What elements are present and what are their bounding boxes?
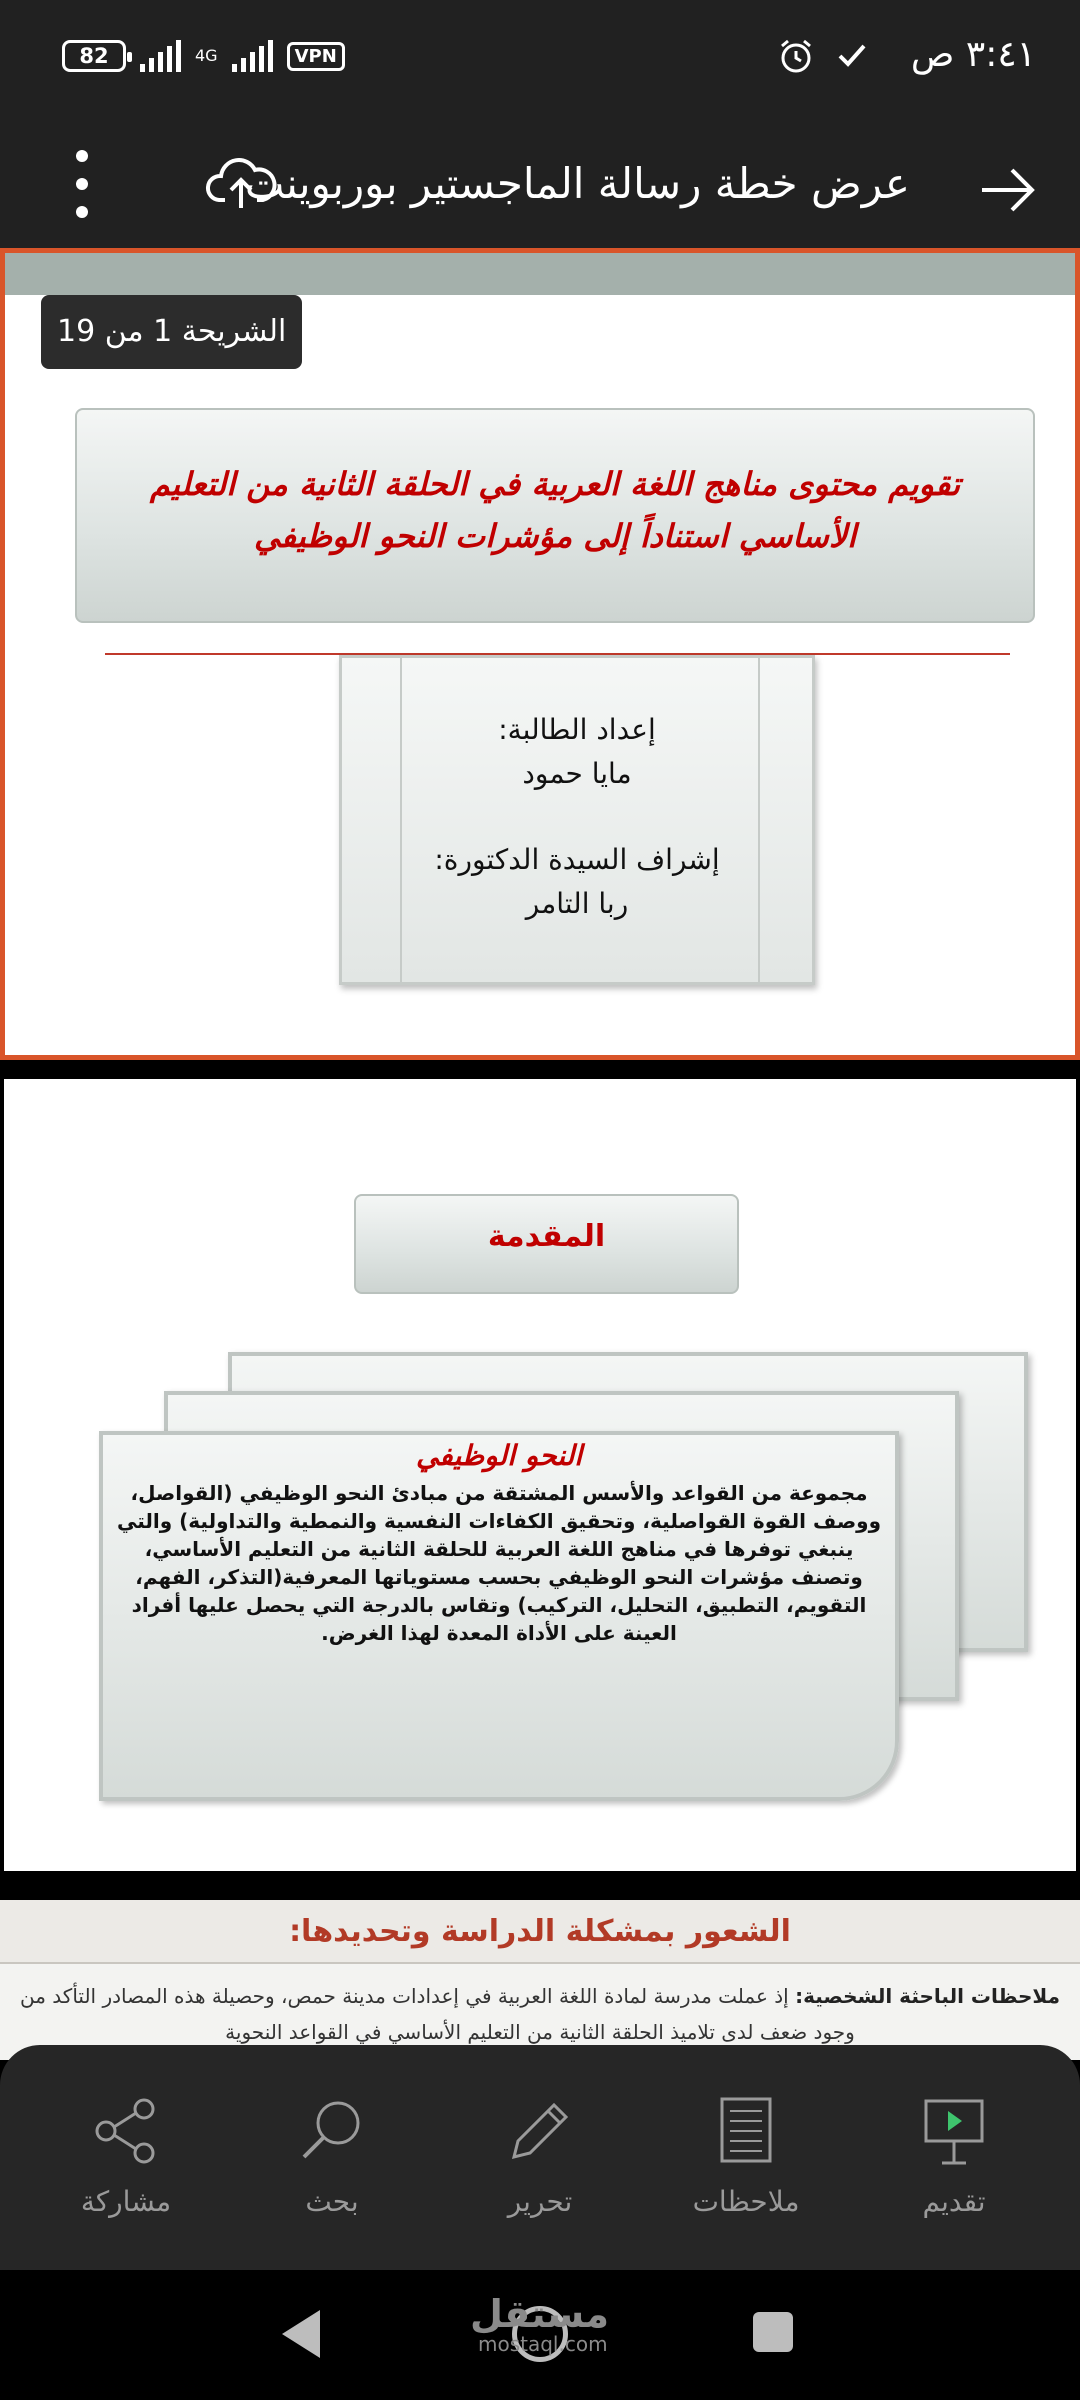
title-line-1: تقويم محتوى مناهج اللغة العربية في الحلقة الثانية من التعليم: [149, 465, 961, 503]
signal-icon-2: [232, 40, 273, 72]
watermark-url: mostaql.com: [478, 2332, 608, 2356]
slide3-body: [20, 1978, 1060, 2050]
search-icon: [296, 2095, 368, 2167]
supervisor-name: ربا التامر: [525, 887, 629, 920]
notes-label: ملاحظات: [692, 2185, 800, 2218]
presentation-title: [105, 458, 1005, 562]
student-name: مايا حمود: [522, 757, 632, 790]
status-bar: [0, 0, 1080, 120]
notes-button[interactable]: [656, 2095, 836, 2218]
check-icon: [834, 38, 870, 74]
vpn-badge: VPN: [287, 42, 345, 71]
share-button[interactable]: [36, 2095, 216, 2218]
arrow-right-icon[interactable]: [976, 158, 1040, 222]
share-icon: [90, 2095, 162, 2167]
status-right-icons: [776, 36, 870, 76]
slide3-body-text: إذ عملت مدرسة لمادة اللغة العربية في إعدادات مدينة حمص، وحصيلة هذه المصادر التأكد من وجود ضعف لدى تلاميذ الحلقة الثانية من التعليم الأساسي في القواعد النحوية: [20, 1984, 855, 2044]
edit-button[interactable]: [450, 2095, 630, 2218]
slide-top-band: [5, 253, 1075, 295]
slide-2[interactable]: [0, 1075, 1080, 1875]
watermark-brand: مستقل: [470, 2292, 609, 2336]
notes-icon: [718, 2095, 774, 2167]
more-vert-icon[interactable]: [62, 142, 102, 226]
slide-3[interactable]: [0, 1900, 1080, 2060]
bottom-action-bar: [0, 2045, 1080, 2270]
network-type: 4G: [195, 46, 218, 65]
slide3-heading: الشعور بمشكلة الدراسة وتحديدها:: [0, 1900, 1080, 1964]
pencil-icon: [504, 2095, 576, 2167]
title-line-2: الأساسي استناداً إلى مؤشرات النحو الوظيفي: [254, 517, 856, 555]
panel-text: مجموعة من القواعد والأسس المشتقة من مبادئ النحو الوظيفي (القواصل، ووصف القوة القواصلية، وتحقيق الكفاءات النفسية والنمطية والتداولية) والتي ينبغي توفرها في مناهج اللغة العربية للحلقة الثانية من التعليم الأساسي، وتصنف مؤشرات النحو الوظيفي بحسب مستوياتها المعرفية(التذكر، الفهم، التقويم، التطبيق، التحليل، التركيب) وتقاس بالدرجة التي يحصل عليها أفراد العينة على الأداة المعدة لهذا الغرض.: [116, 1481, 882, 1645]
status-left-icons: [62, 40, 345, 72]
nav-back-icon[interactable]: [282, 2310, 320, 2358]
cloud-upload-icon[interactable]: [205, 146, 277, 218]
prepared-label: إعداد الطالبة:: [498, 713, 656, 746]
panel-title: النحو الوظيفي: [415, 1439, 583, 1472]
nav-recents-icon[interactable]: [753, 2312, 793, 2352]
system-nav-bar: [0, 2270, 1080, 2400]
slide3-body-label: ملاحظات الباحثة الشخصية:: [795, 1984, 1060, 2008]
app-bar: [0, 120, 1080, 248]
alarm-icon: [776, 36, 816, 76]
author-info: [339, 708, 815, 926]
battery-icon: 82: [62, 40, 126, 72]
share-label: مشاركة: [80, 2185, 172, 2218]
clock: ٣:٤١ ص: [910, 34, 1036, 75]
intro-title: المقدمة: [487, 1219, 606, 1254]
signal-icon: [140, 40, 181, 72]
present-button[interactable]: [864, 2095, 1044, 2218]
slide-counter: الشريحة 1 من 19: [41, 295, 302, 369]
document-title: عرض خطة رسالة الماجستير بوربوينت: [244, 159, 910, 208]
search-label: بحث: [305, 2185, 359, 2218]
present-icon: [922, 2095, 986, 2167]
present-label: تقديم: [922, 2185, 986, 2218]
search-button[interactable]: [242, 2095, 422, 2218]
edit-label: تحرير: [507, 2185, 573, 2218]
supervisor-label: إشراف السيدة الدكتورة:: [434, 843, 720, 876]
slide-1[interactable]: [0, 248, 1080, 1060]
